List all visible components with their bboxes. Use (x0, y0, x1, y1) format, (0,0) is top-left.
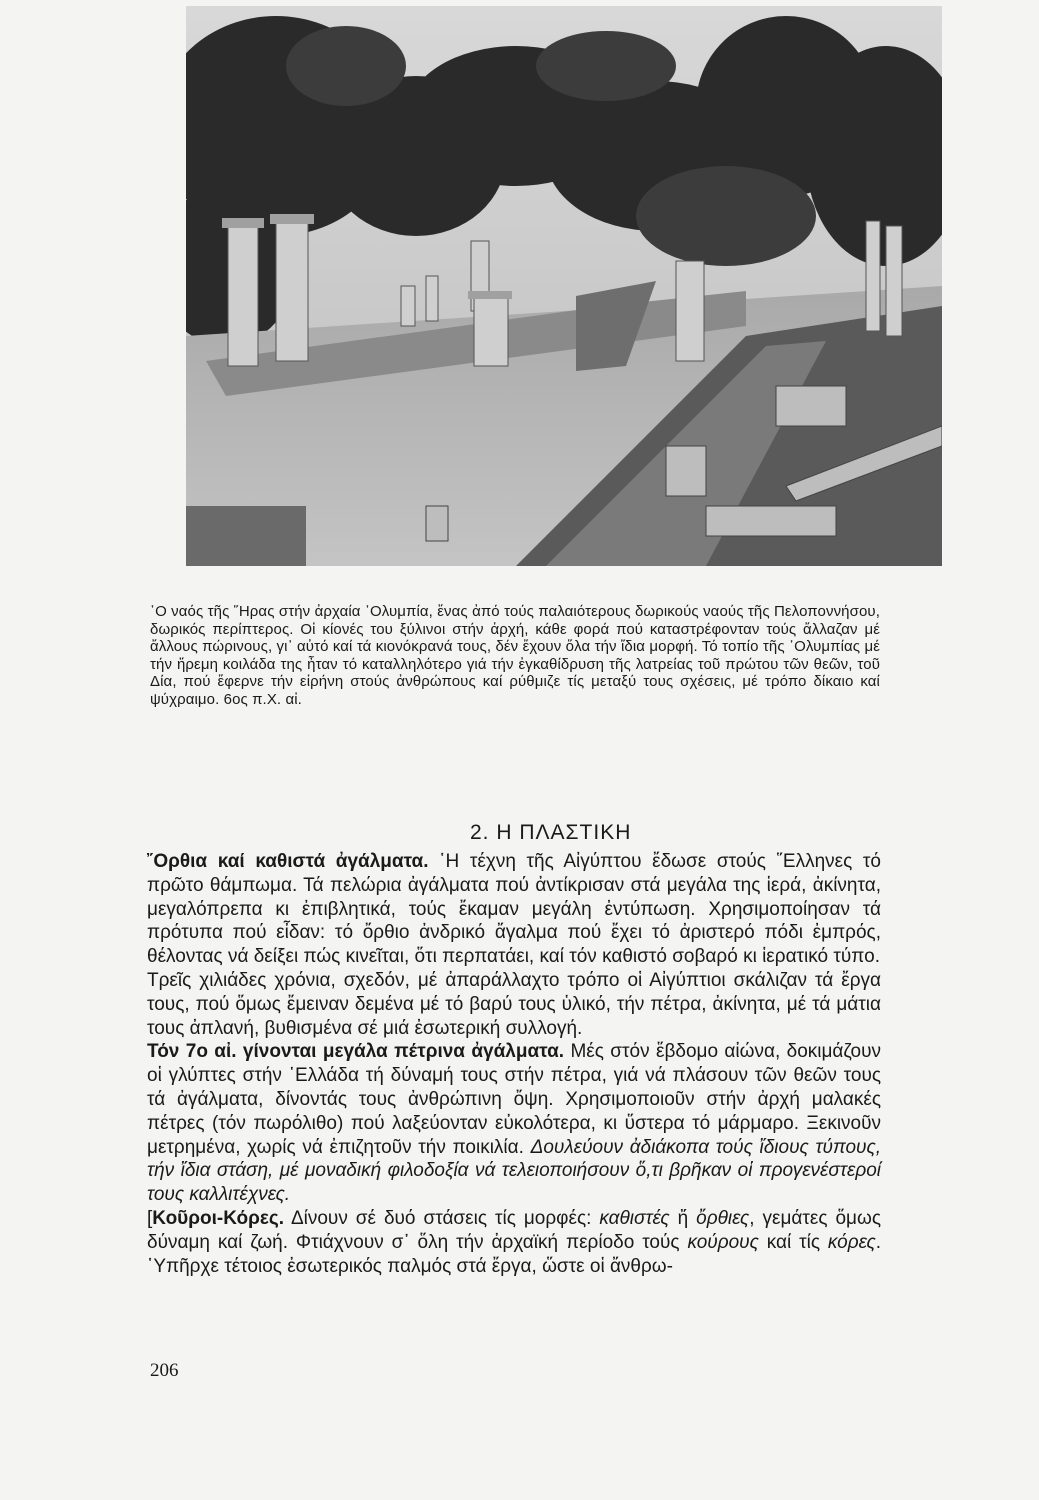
paragraph-lead: Τόν 7ο αἰ. γίνονται μεγάλα πέτρινα ἀγάλματα. (147, 1041, 565, 1063)
body-text (147, 850, 881, 1278)
section-heading: 2. Η ΠΛΑΣΤΙΚΗ (470, 821, 632, 844)
paragraph-italic: καθιστές (599, 1207, 670, 1229)
paragraph-text: ῾Η τέχνη τῆς Αἰγύπτου ἔδωσε στούς ῞Ελληνες τό πρῶτο θάμπωμα. Τά πελώρια ἀγάλματα πού ἀντίκρισαν στά μεγάλα της ἱερά, ἀκίνητα, μεγαλόπρεπα κι ἐπιβλητικά, τούς ἔκαμαν μεγάλη ἐντύπωση. Χρησιμοποίησαν τά πρότυπα πού εἶδαν: τό ὄρθιο ἀνδρικό ἄγαλμα πού ἔχει τό ἀριστερό πόδι ἐμπρός, θέλοντας νά δείξει πώς κινεῖται, ὅτι περπατάει, καί τόν καθιστό σοβαρό κι ἱερατικό τύπο. (147, 851, 881, 968)
paragraph-text: ἤ (669, 1207, 697, 1229)
paragraph-text: Μές στόν ἕβδομο αἰώνα, δοκιμάζουν οἱ γλύπτες στήν ῾Ελλάδα τή δύναμή τους στήν πέτρα, γιά νά πλάσουν τῶν θεῶν τους τά ἀγάλματα, δίνοντάς τους ἀνθρώπινη ὄψη. Χρησιμοποιοῦν στήν ἀρχή μαλακές πέτρες (τόν πωρόλιθο) πού λαξεύονταν εὐκολότερα, κι ὕστερα τό μάρμαρο. Ξεκινοῦν μετρημένα, χωρίς νά ἐπιζητοῦν τήν ποικιλία. (147, 1041, 881, 1158)
paragraph-lead: ῎Ορθια καί καθιστά ἀγάλματα. (147, 851, 429, 872)
page-number: 206 (150, 1360, 179, 1381)
paragraph-text: Δίνουν σέ δυό στάσεις τίς μορφές: (284, 1207, 600, 1229)
paragraph (147, 1040, 881, 1207)
paragraph (147, 850, 881, 969)
temple-photo (186, 6, 942, 566)
paragraph-text: . ῾Υπῆρχε τέτοιος ἐσωτερικός παλμός στά ἔργα, ὥστε οἱ ἄνθρω- (147, 1231, 881, 1277)
paragraph-italic: Δουλεύουν ἀδιάκοπα τούς ἴδιους τύπους, τήν ἴδια στάση, μέ μοναδική φιλοδοξία νά τελειοποιήσουν ὅ,τι βρῆκαν οἱ προγενέστεροί τους καλλιτέχνες. (147, 1136, 881, 1206)
paragraph-text: καί τίς (758, 1231, 828, 1253)
bracket-mark: [ (147, 1207, 153, 1229)
paragraph (147, 1207, 881, 1278)
paragraph-italic: κούρους (687, 1231, 759, 1253)
paragraph-italic: ὄρθιες (696, 1207, 750, 1229)
paragraph (147, 969, 881, 1040)
paragraph-italic: κόρες (827, 1231, 876, 1253)
paragraph-lead: Κοῦροι-Κόρες. (152, 1207, 285, 1229)
photo-caption: ῾Ο ναός τῆς ῞Ηρας στήν ἀρχαία ᾽Ολυμπία, ἕνας ἀπό τούς παλαιότερους δωρικούς ναούς τῆς Πελοποννήσου, δωρικός περίπτερος. Οἱ κίονές του ξύλινοι στήν ἀρχή, κάθε φορά πού καταστρέφονταν τούς ἄλλαζαν μέ ἄλλους πώρινους, γι᾽ αὐτό καί τά κιονόκρανά τους, δέν ἔχουν ὅλα τήν ἴδια μορφή. Τό τοπίο τῆς ᾽Ολυμπίας μέ τήν ἤρεμη κοιλάδα της ἦταν τό καταλληλότερο γιά τήν ἐγκαθίδρυση τῆς λατρείας τοῦ πρώτου τῶν θεῶν, τοῦ Δία, πού ἔφερνε τήν εἰρήνη στούς ἀνθρώπους καί ρύθμιζε τίς μεταξύ τους σχέσεις, μέ τρόπο δίκαιο καί ψύχραιμο. 6ος π.Χ. αἰ. (150, 603, 880, 708)
paragraph-text: , γεμάτες ὅμως δύναμη καί ζωή. Φτιάχνουν σ᾽ ὅλη τήν ἀρχαϊκή περίοδο τούς (147, 1207, 881, 1253)
paragraph-text: Τρεῖς χιλιάδες χρόνια, σχεδόν, μέ ἀπαράλλαχτο τρόπο οἱ Αἰγύπτιοι σκάλιζαν τά ἔργα τους, πού ὅμως ἔμειναν δεμένα μέ τό βαρύ τους ὑλικό, τήν πέτρα, ἀκίνητα, μέ τά μάτια τους ἀπλανή, βυθισμένα σέ μιά ἐσωτερική συλλογή. (147, 969, 881, 1039)
